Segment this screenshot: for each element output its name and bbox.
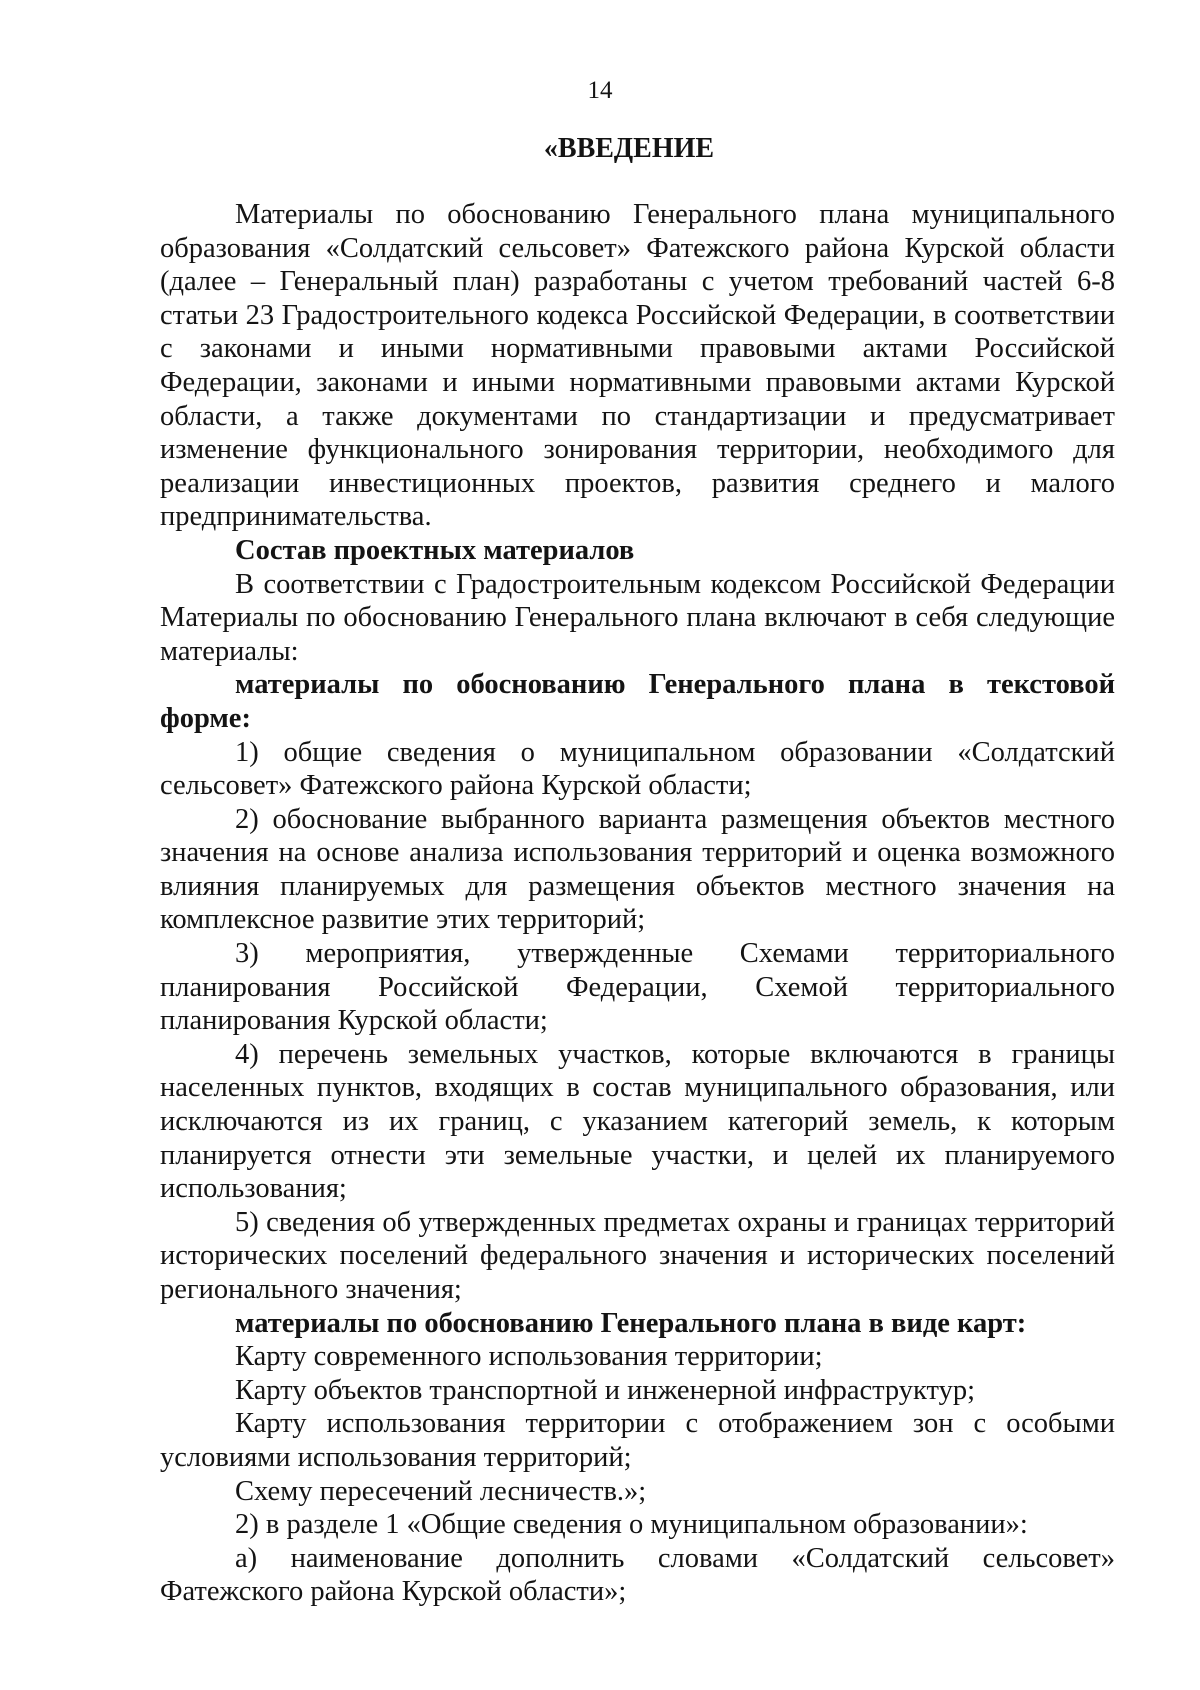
- list-item-1: 1) общие сведения о муниципальном образовании «Солдатский сельсовет» Фатежского района Курской области;: [160, 736, 1115, 802]
- list-item-2: 2) обоснование выбранного варианта размещения объектов местного значения на основе анализа использования территорий и оценка возможного влияния планируемых для размещения объектов местного значения на комплексное развитие этих территорий;: [160, 803, 1115, 936]
- map-item-4: Схему пересечений лесничеств.»;: [235, 1475, 647, 1507]
- map-item-1: Карту современного использования территории;: [235, 1341, 823, 1373]
- subheading-composition: Состав проектных материалов: [235, 534, 635, 566]
- document-body: [160, 198, 1115, 1609]
- list-item-5: 5) сведения об утвержденных предметах охраны и границах территорий исторических поселений федерального значения и исторических поселений регионального значения;: [160, 1206, 1115, 1305]
- list-item-4: 4) перечень земельных участков, которые включаются в границы населенных пунктов, входящих в состав муниципального образования, или исключаются из их границ, с указанием категорий земель, к которым планируется отнести эти земельные участки, и целей их планируемого использования;: [160, 1038, 1115, 1205]
- text-materials-heading: материалы по обоснованию Генерального плана в текстовой форме:: [160, 669, 1115, 734]
- map-materials-heading: материалы по обоснованию Генерального плана в виде карт:: [235, 1307, 1027, 1339]
- amendment-item-2: 2) в разделе 1 «Общие сведения о муниципальном образовании»:: [235, 1509, 1028, 1541]
- amendment-item-a: а) наименование дополнить словами «Солдатский сельсовет» Фатежского района Курской области»;: [160, 1542, 1115, 1608]
- map-item-3: Карту использования территории с отображением зон с особыми условиями использования территорий;: [160, 1408, 1115, 1473]
- intro-paragraph: Материалы по обоснованию Генерального плана муниципального образования «Солдатский сельсовет» Фатежского района Курской области (далее – Генеральный план) разработаны с учетом требований частей 6-8 статьи 23 Градостроительного кодекса Российской Федерации, в соответствии с законами и иными нормативными правовыми актами Российской Федерации, законами и иными нормативными правовыми актами Курской области, а также документами по стандартизации и предусматривает изменение функционального зонирования территории, необходимого для реализации инвестиционных проектов, развития среднего и малого предпринимательства.: [160, 199, 1115, 533]
- section-heading: «ВВЕДЕНИЕ: [543, 133, 715, 164]
- list-item-3: 3) мероприятия, утвержденные Схемами территориального планирования Российской Федерации, Схемой территориального планирования Курской области;: [160, 938, 1115, 1037]
- page-number: 14: [587, 77, 613, 104]
- composition-paragraph: В соответствии с Градостроительным кодексом Российской Федерации Материалы по обоснованию Генерального плана включают в себя следующие материалы:: [160, 568, 1115, 667]
- map-item-2: Карту объектов транспортной и инженерной инфраструктур;: [235, 1374, 976, 1406]
